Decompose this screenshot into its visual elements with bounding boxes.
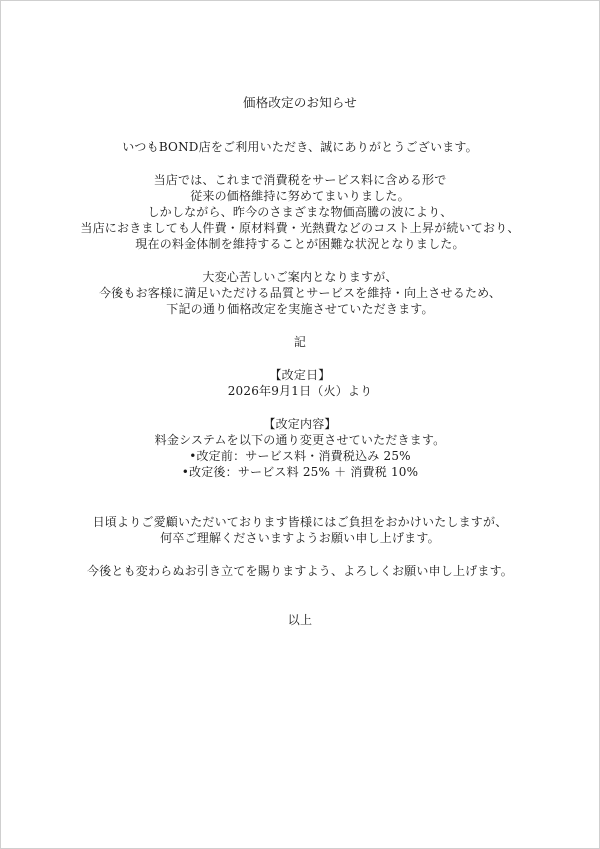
- intro-line-1: 当店では、これまで消費税をサービス料に含める形で: [153, 173, 447, 187]
- apology-line-3: 下記の通り価格改定を実施させていただきます。: [166, 302, 434, 316]
- revision-after-item: •改定後：サービス料 25% ＋ 消費税 10%: [181, 465, 419, 479]
- apology-line-1: 大変心苦しいご案内となりますが、: [202, 270, 398, 284]
- request-line-2: 何卒ご理解くださいますようお願い申し上げます。: [160, 531, 440, 545]
- notice-title: 価格改定のお知らせ: [243, 95, 357, 110]
- revision-date-value: 2026年9月1日（火）より: [227, 384, 373, 398]
- revision-date-heading: 【改定日】: [269, 368, 331, 382]
- closing-line: 今後とも変わらぬお引き立てを賜りますよう、よろしくお願い申し上げます。: [86, 564, 514, 578]
- revision-content-heading: 【改定内容】: [263, 417, 337, 431]
- revision-before-item: •改定前：サービス料・消費税込み 25%: [189, 449, 411, 463]
- revision-content-line-1: 料金システムを以下の通り変更させていただきます。: [154, 433, 446, 447]
- apology-line-2: 今後もお客様に満足いただける品質とサービスを維持・向上させるため、: [98, 286, 502, 300]
- intro-line-3: しかしながら、昨今のさまざまな物価高騰の波により、: [147, 205, 453, 219]
- intro-line-4: 当店におきましても人件費・原材料費・光熱費などのコスト上昇が続いており、: [80, 221, 520, 235]
- ijou-end-mark: 以上: [287, 613, 313, 627]
- ki-heading: 記: [293, 335, 307, 349]
- request-line-1: 日頃よりご愛顧いただいております皆様にはご負担をおかけいたしますが、: [92, 515, 508, 529]
- intro-line-2: 従来の価格維持に努めてまいりました。: [190, 189, 410, 203]
- intro-line-5: 現在の料金体制を維持することが困難な状況となりました。: [135, 237, 465, 251]
- greeting-line: いつもBOND店をご利用いただき、誠にありがとうございます。: [122, 140, 478, 154]
